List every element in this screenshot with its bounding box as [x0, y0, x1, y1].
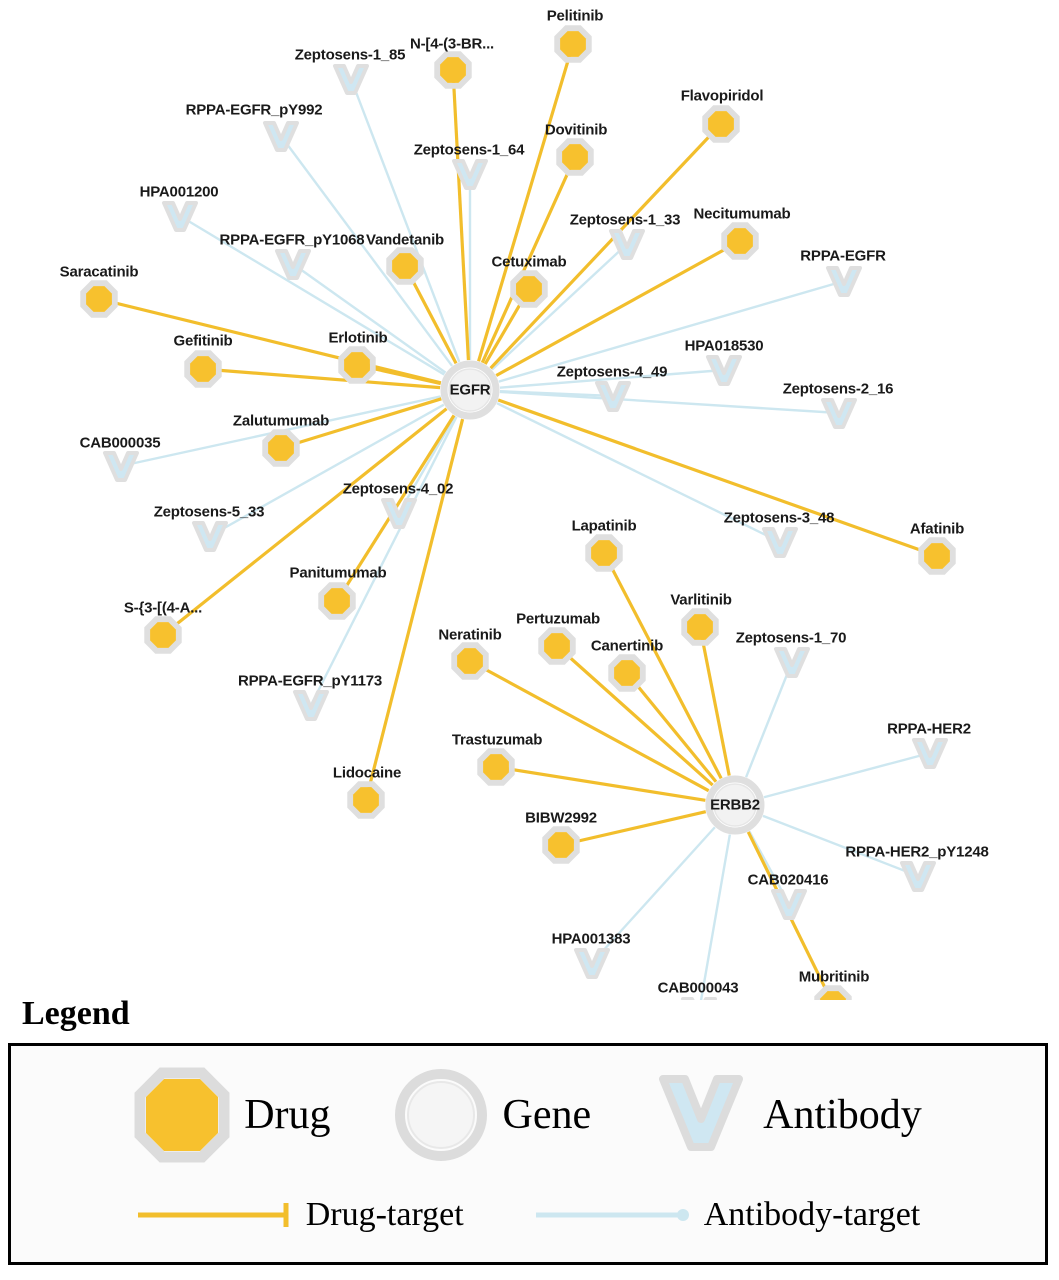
drug-node[interactable]: [727, 228, 753, 254]
drug-node-label: Canertinib: [590, 637, 664, 655]
antibody-node-label: HPA001200: [139, 183, 219, 201]
antibody-target-edge: [351, 79, 459, 362]
antibody-node-label: RPPA-HER2: [887, 720, 971, 738]
drug-node[interactable]: [483, 754, 509, 780]
gene-node-label: EGFR: [449, 381, 491, 399]
drug-node-label: Gefitinib: [173, 332, 233, 350]
antibody-node[interactable]: [823, 400, 855, 427]
drug-node-label: Erlotinib: [328, 329, 388, 347]
drug-target-edge: [491, 121, 721, 368]
drug-node[interactable]: [924, 543, 950, 569]
antibody-node-label: Zeptosens-4_02: [342, 480, 454, 498]
antibody-node-label: RPPA-EGFR_pY1173: [237, 672, 383, 690]
antibody-node[interactable]: [708, 357, 740, 384]
antibody-node-label: CAB000043: [657, 979, 739, 997]
drug-target-edge: [479, 44, 573, 361]
legend-label-drug-target: Drug-target: [305, 1196, 464, 1233]
antibody-node[interactable]: [105, 453, 137, 480]
drug-node-label: Pelitinib: [546, 7, 604, 25]
drug-node-label: Necitumumab: [693, 205, 791, 223]
drug-node[interactable]: [560, 31, 586, 57]
legend-item-drug-target: [136, 1196, 464, 1234]
legend-item-gene: [393, 1067, 592, 1163]
drug-node[interactable]: [708, 111, 734, 137]
legend-item-drug: [134, 1067, 330, 1163]
antibody-node[interactable]: [265, 123, 297, 150]
drug-node[interactable]: [440, 57, 466, 83]
drug-node-label: Lidocaine: [332, 764, 402, 782]
drug-node-label: Flavopiridol: [680, 87, 764, 105]
antibody-node-label: HPA018530: [684, 337, 764, 355]
antibody-node[interactable]: [576, 950, 608, 977]
drug-node-label: Zalutumumab: [232, 412, 330, 430]
drug-node[interactable]: [392, 253, 418, 279]
antibody-node-label: Zeptosens-1_70: [735, 629, 847, 647]
antibody-node[interactable]: [773, 891, 805, 918]
antibody-node-label: CAB000035: [79, 434, 161, 452]
gene-icon: [393, 1067, 489, 1163]
antibody-node-label: Zeptosens-1_33: [569, 211, 681, 229]
legend-node-types: [0, 1060, 1056, 1170]
antibody-node-label: Zeptosens-4_49: [556, 363, 668, 381]
antibody-node-label: RPPA-EGFR_pY992: [185, 101, 323, 119]
drug-node[interactable]: [544, 633, 570, 659]
antibody-node-label: Zeptosens-3_48: [723, 509, 835, 527]
drug-node[interactable]: [687, 614, 713, 640]
antibody-node-label: Zeptosens-1_85: [294, 46, 406, 64]
drug-node-label: Dovitinib: [544, 121, 608, 139]
drug-node[interactable]: [516, 276, 542, 302]
drug-node-label: Mubritinib: [798, 968, 870, 986]
antibody-node[interactable]: [277, 251, 309, 278]
drug-node[interactable]: [562, 144, 588, 170]
drug-node-label: S-{3-[(4-A...: [123, 599, 203, 617]
legend-label-antibody-target: Antibody-target: [703, 1196, 921, 1233]
antibody-node[interactable]: [164, 203, 196, 230]
drug-node[interactable]: [150, 622, 176, 648]
legend-label-drug: Drug: [244, 1092, 331, 1138]
antibody-target-edge: [746, 662, 792, 777]
antibody-target-edge: [499, 281, 844, 382]
antibody-node[interactable]: [335, 66, 367, 93]
legend-label-antibody: Antibody: [763, 1092, 922, 1138]
drug-node[interactable]: [548, 832, 574, 858]
drug-icon: [134, 1067, 230, 1163]
drug-node[interactable]: [86, 286, 112, 312]
gene-node-label: ERBB2: [710, 796, 760, 814]
antibody-icon: [653, 1067, 749, 1163]
antibody-node-label: RPPA-EGFR_pY1068: [219, 231, 365, 249]
antibody-node[interactable]: [828, 268, 860, 295]
drug-node[interactable]: [353, 787, 379, 813]
antibody-node[interactable]: [914, 740, 946, 767]
drug-target-edge: [453, 70, 468, 360]
drug-node-label: Cetuximab: [491, 253, 567, 271]
drug-node-label: Vandetanib: [365, 231, 445, 249]
antibody-node[interactable]: [295, 692, 327, 719]
drug-node-label: N-[4-(3-BR...: [409, 35, 495, 53]
antibody-node-label: Zeptosens-1_64: [413, 141, 525, 159]
drug-node[interactable]: [457, 648, 483, 674]
drug-node-label: Afatinib: [909, 520, 965, 538]
drug-node-label: Panitumumab: [289, 564, 387, 582]
legend-item-antibody: [653, 1067, 922, 1163]
legend-heading: Legend: [22, 995, 130, 1032]
legend-label-gene: Gene: [502, 1092, 592, 1138]
antibody-node-label: HPA001383: [551, 930, 631, 948]
drug-target-edge: [700, 627, 729, 776]
antibody-target-edge: [764, 753, 930, 797]
drug-node-label: Lapatinib: [571, 517, 637, 535]
drug-node-label: BIBW2992: [525, 809, 597, 827]
drug-target-edge: [498, 400, 937, 556]
antibody-target-edge-icon: [534, 1200, 694, 1230]
drug-node[interactable]: [344, 352, 370, 378]
antibody-node[interactable]: [597, 383, 629, 410]
drug-target-edge: [203, 369, 440, 388]
legend-item-antibody-target: [534, 1196, 921, 1234]
antibody-node-label: Zeptosens-5_33: [153, 503, 265, 521]
drug-node-label: Trastuzumab: [451, 731, 543, 749]
drug-node[interactable]: [591, 540, 617, 566]
drug-node[interactable]: [324, 588, 350, 614]
legend-edge-types: [0, 1185, 1056, 1245]
drug-node[interactable]: [268, 435, 294, 461]
antibody-node-label: RPPA-HER2_pY1248: [845, 843, 989, 861]
antibody-node[interactable]: [194, 523, 226, 550]
drug-node-label: Varlitinib: [670, 591, 732, 609]
antibody-node-label: CAB020416: [747, 871, 829, 889]
drug-node-label: Neratinib: [438, 626, 502, 644]
drug-node[interactable]: [614, 660, 640, 686]
antibody-target-edge: [699, 835, 730, 1000]
drug-node-label: Pertuzumab: [516, 610, 600, 628]
antibody-node[interactable]: [776, 649, 808, 676]
antibody-node[interactable]: [902, 863, 934, 890]
drug-target-edge-icon: [136, 1200, 296, 1230]
antibody-node-label: RPPA-EGFR: [800, 247, 886, 265]
drug-node-label: Saracatinib: [59, 263, 139, 281]
drug-node[interactable]: [190, 356, 216, 382]
antibody-node[interactable]: [683, 999, 715, 1000]
drug-target-edge: [627, 673, 716, 782]
antibody-node[interactable]: [764, 529, 796, 556]
antibody-node-label: Zeptosens-2_16: [782, 380, 894, 398]
